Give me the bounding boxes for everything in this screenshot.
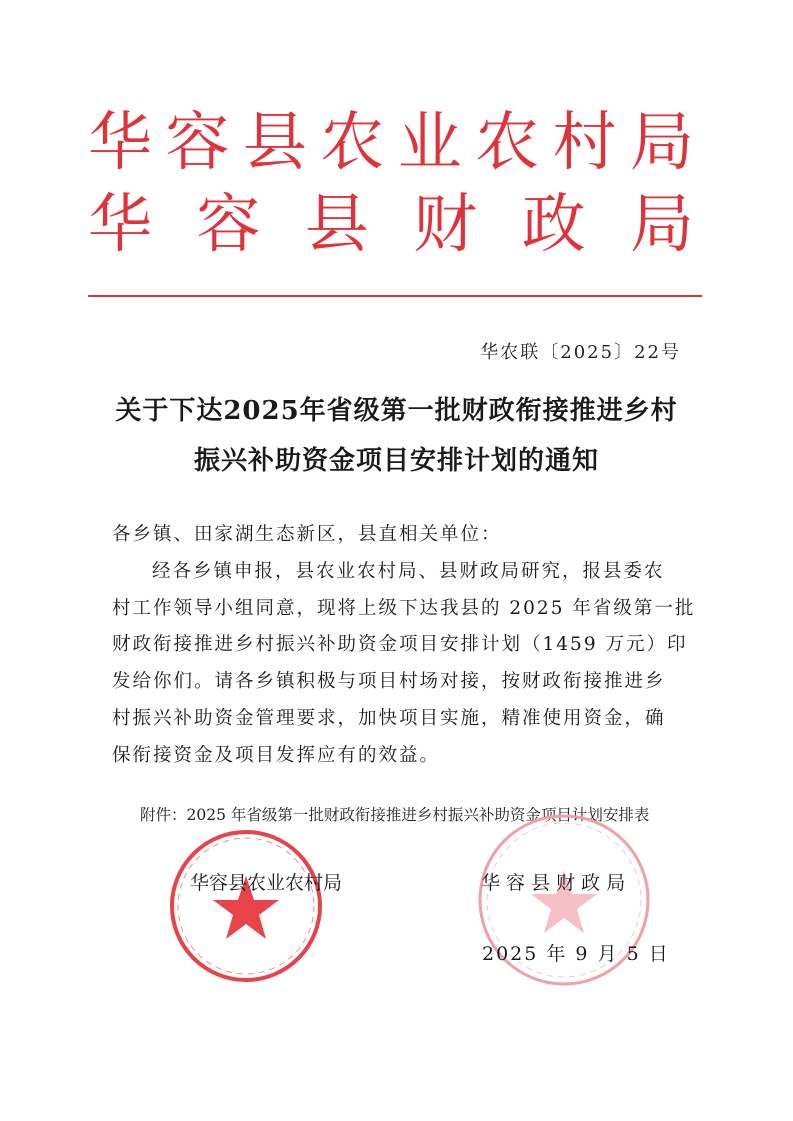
letterhead-char: 农 bbox=[475, 106, 540, 180]
body-line: 村振兴补助资金管理要求，加快项目实施，精准使用资金，确 bbox=[112, 707, 666, 729]
letterhead-char: 村 bbox=[552, 106, 617, 180]
signature-finance-bureau: 华 容 县 财 政 局 bbox=[481, 872, 626, 894]
letterhead-char: 局 bbox=[629, 188, 694, 262]
letterhead-char: 县 bbox=[304, 188, 369, 262]
agriculture-bureau-seal bbox=[168, 828, 324, 984]
document-body bbox=[112, 517, 696, 775]
letterhead-char: 财 bbox=[413, 188, 478, 262]
salutation: 各乡镇、田家湖生态新区，县直相关单位： bbox=[112, 524, 502, 545]
document-number: 华农联〔2025〕22号 bbox=[480, 342, 681, 363]
body-line: 保衔接资金及项目发挥应有的效益。 bbox=[112, 744, 441, 766]
letterhead-char: 县 bbox=[242, 106, 307, 180]
letterhead-char: 农 bbox=[320, 106, 385, 180]
letterhead-finance-bureau bbox=[88, 190, 694, 260]
body-line: 经各乡镇申报，县农业农村局、县财政局研究，报县委农 bbox=[152, 560, 665, 582]
attachment-note: 附件：2025 年省级第一批财政衔接推进乡村振兴补助资金项目计划安排表 bbox=[140, 806, 650, 824]
letterhead-char: 华 bbox=[88, 188, 152, 262]
letterhead-char: 容 bbox=[196, 188, 261, 262]
letterhead-char: 局 bbox=[629, 106, 694, 180]
letterhead-char: 业 bbox=[397, 106, 462, 180]
document-title-line-1: 关于下达2025年省级第一批财政衔接推进乡村 bbox=[115, 396, 678, 426]
body-line: 村工作领导小组同意，现将上级下达我县的 2025 年省级第一批 bbox=[112, 597, 696, 619]
body-line: 发给你们。请各乡镇积极与项目村场对接，按财政衔接推进乡 bbox=[112, 671, 666, 693]
letterhead-divider bbox=[88, 295, 702, 297]
document-title-line-2: 振兴补助资金项目安排计划的通知 bbox=[193, 446, 599, 476]
letterhead-char: 政 bbox=[521, 188, 586, 262]
letterhead-char: 容 bbox=[165, 106, 230, 180]
letterhead-agriculture-bureau bbox=[88, 108, 694, 178]
signature-agriculture-bureau: 华容县农业农村局 bbox=[190, 872, 343, 894]
body-line: 财政衔接推进乡村振兴补助资金项目安排计划（1459 万元）印 bbox=[112, 634, 688, 656]
letterhead-char: 华 bbox=[88, 106, 152, 180]
issue-date: 2025 年 9 月 5 日 bbox=[482, 943, 670, 965]
